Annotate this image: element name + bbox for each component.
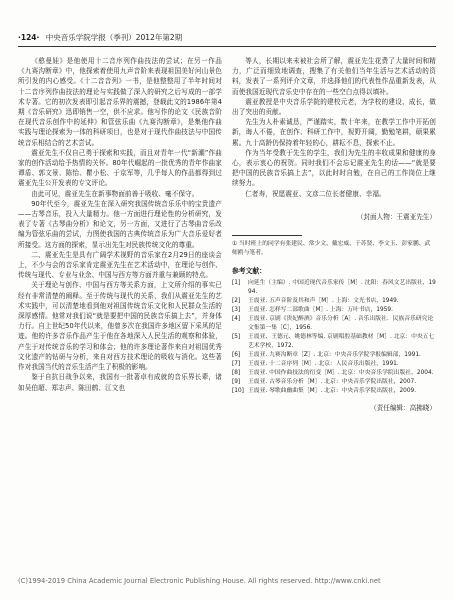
reference-text: 王震亚. 九赛沟断章［Z］. 北京：中央音乐学院学报编辑部，1991.: [248, 351, 421, 358]
reference-item: [232, 351, 436, 360]
paragraph: 二、震亚先生是具有广阔学术视野的音乐家在2月29日的座谈会上，不少与会的音乐家肯定震亚先生在艺术活动中，在理论与创作、传统与现代、专业与业余、中国与西方等方面并重与兼顾的特点。: [18, 250, 222, 280]
reference-number: [1]: [232, 279, 241, 286]
reference-number: [4]: [232, 315, 241, 322]
paragraph: 鉴于自抗日战争以来，我国有一批著卓有成就的音乐界长辈，诸如吴伯超、郑志声、陈田鹤、江文也: [18, 373, 222, 392]
reference-item: [232, 378, 436, 387]
copyright-footer: (C)1994-2019 China Academic Journal Electronic Publishing House. All rights reserved. http://www.cnki.net: [18, 577, 381, 585]
reference-text: 王震亚. 琴歌曲幽曲集［M］. 北京：中央音乐学院出版社，2009.: [248, 387, 417, 394]
footnote: ① 当时班上的同学有张建民、常少文、戴宏威、于苏贤、李文玉、彭家鹏、武师鸥与笔者。: [232, 240, 431, 256]
references-list: [232, 279, 436, 396]
reference-text: 王震亚. 五声音阶及其和声［M］. 上海：文光书店，1949.: [248, 297, 399, 304]
page-header: [18, 32, 436, 44]
reference-number: [2]: [232, 297, 241, 304]
footnote-rule: [232, 235, 302, 236]
paragraph: 震亚先生不仅自己勇于探索和实践，而且对青年一代“新潮”作曲家的创作活动给予热情的关怀。80年代崛起的一批优秀的青年作曲家谭盾、郭文景、陈怡、瞿小松、于京军等，几乎每人的作品都得到过震亚先生公开发表的专文评论。: [18, 148, 222, 188]
reference-text: 王震亚. 怎样写二部歌曲［M］. 上海：万叶书店，1959.: [248, 306, 393, 313]
reference-text: 王震亚. 京剧《贵妃醉酒》音乐分析［A］. 音乐出版社．民族音乐研究论文集第一集［C］，1956.: [248, 315, 434, 331]
page-number: ·124·: [18, 33, 40, 42]
paragraph: 由此可见，震亚先生在新事物面前善于吸收、毫不保守。: [31, 189, 199, 198]
left-column: [18, 56, 222, 568]
editor-credit: （责任编辑：高拂晓）: [370, 403, 436, 412]
paragraph: 先生为人朴素诚恳，严谨踏实，数十年来，在教学工作中开拓创新，诲人不倦，在创作、科研工作中，视野开阔，勤勉笔耕，硕果累累。九十高龄仍保持着年轻的心，耕耘不息，探索不止。: [232, 118, 436, 147]
references-title: 参考文献：: [232, 266, 266, 275]
reference-item: [232, 297, 436, 306]
reference-number: [6]: [232, 351, 241, 358]
right-column: [232, 56, 436, 568]
reference-text: 王震亚. 十二音序列［M］. 北京：人民音乐出版社，1991.: [248, 360, 399, 367]
paragraph: 等人，长期以来未被社会所了解，震亚先生花费了大量时间和精力，广泛而细致地调查，搜集了有关他们当年生活与艺术活动的资料，发表了一系列评介文章，并选择他们的代表性作品重新发表，从而使我国近现代音乐史中存在的一些空白点得以填补。: [232, 57, 436, 96]
header-rule: [18, 46, 436, 47]
paragraph: 仁者寿，祝愿震亚、文彦二位长者健康、幸福。: [245, 189, 386, 198]
reference-text: 王震亚、王德元、姚德林等编. 京剧唱腔基础教材［M］. 北京：中央五七艺术学校，1972.: [248, 333, 435, 349]
reference-item: [232, 387, 436, 396]
journal-title: 中央音乐学院学报（季刊）2012年第2期: [45, 33, 183, 42]
reference-number: [5]: [232, 333, 241, 340]
paragraph: 90年代至今，震亚先生在深入研究我国传统音乐乐中的宝贵遗产——古琴音乐，投入大量精力。他一方面进行理论性的分析研究，发表了专著《古琴曲分析》和论文，另一方面，又进行了古琴曲音乐改编为管弦乐曲的尝试，力图使我国的古典传统音乐为广大音乐爱好者所接受。这方面的探索，显示出先生对民族传统文化的尊重。: [18, 199, 222, 249]
reference-item: [232, 360, 436, 369]
paragraph: 《憨曼娃》是他使用十二音序列作曲技法的尝试；在另一作品《九赛沟断章》中，他探索着使用九声音阶来表现祖国美好河山景色所引发的内心感受。《十二音音列》一书，是他整整用了半年时间对十二音序列作曲技法的理论与实践做了深入的研究之后写成的一部学术专著。它的初次发表即引起音乐界的震撼，登载此文的1986年第4期《音乐研究》迅即销售一空，供不应求。他写作的论文《民族音阶在现代音乐创作中的延伸》和管弦乐曲《九赛沟断章》，是集他作曲实践与理论探索为一体的科研项目，也是对于现代作曲技法与中国传统音乐相结合的艺术尝试。: [18, 57, 222, 147]
reference-text: 向延生（主编）. 中国近现代音乐家传［M］. 沈阳：春风文艺出版社，1994.: [248, 279, 436, 295]
reference-item: [232, 369, 436, 378]
paragraph: 作为当年受教于先生的学生，我们为先生的丰收成果和健康的身心，表示衷心的祝贺。同时我们不会忘记震亚先生的话——“就是要把中国的民族音乐搞上去”，以此时时自勉，在自己的工作岗位上继续努力。: [232, 148, 436, 188]
reference-number: [7]: [232, 360, 241, 367]
paragraph: 震亚教授是中央音乐学院的建校元老，为学校的建设、成长，做出了突出的贡献。: [232, 97, 436, 117]
cover-caption: （封面人物：王震亚先生）: [356, 212, 436, 221]
reference-item: [232, 315, 436, 333]
reference-item: [232, 306, 436, 315]
reference-text: 王震亚. 古琴音乐分析［M］. 北京：中央音乐学院出版社，2007.: [248, 378, 417, 385]
reference-number: [8]: [232, 369, 241, 376]
reference-number: [9]: [232, 378, 241, 385]
paragraph: 关于理论与创作、中国与西方等关系方面，上文所介绍的事实已经有非常清楚的阐释。至于传统与现代的关系，我们从震亚先生的艺术实践中，可以清楚地看到他对祖国传统音乐文化和人民群众生活的深厚感情。他常对我们说“就是要把中国的民族音乐搞上去”，并身体力行。自上世纪50年代以来，他曾多次在我国许多地区留下采风的足迹。他的许多音乐作品产生于他在各地深入人民生活的观察和体验，产生于对传统音乐的学习和体会；他的许多理论著作来自对祖国优秀文化遗产的钻研与分析，来自对西方技术理论的吸收与消化。这些著作对我国当代的音乐生活产生了积极的影响。: [18, 281, 222, 372]
reference-number: [3]: [232, 306, 241, 313]
reference-text: 王震亚. 中国作曲技法的衍变［M］. 北京：中央音乐学院出版社，2004.: [248, 369, 434, 376]
reference-number: [10]: [232, 387, 244, 394]
reference-item: [232, 279, 436, 297]
reference-item: [232, 333, 436, 351]
